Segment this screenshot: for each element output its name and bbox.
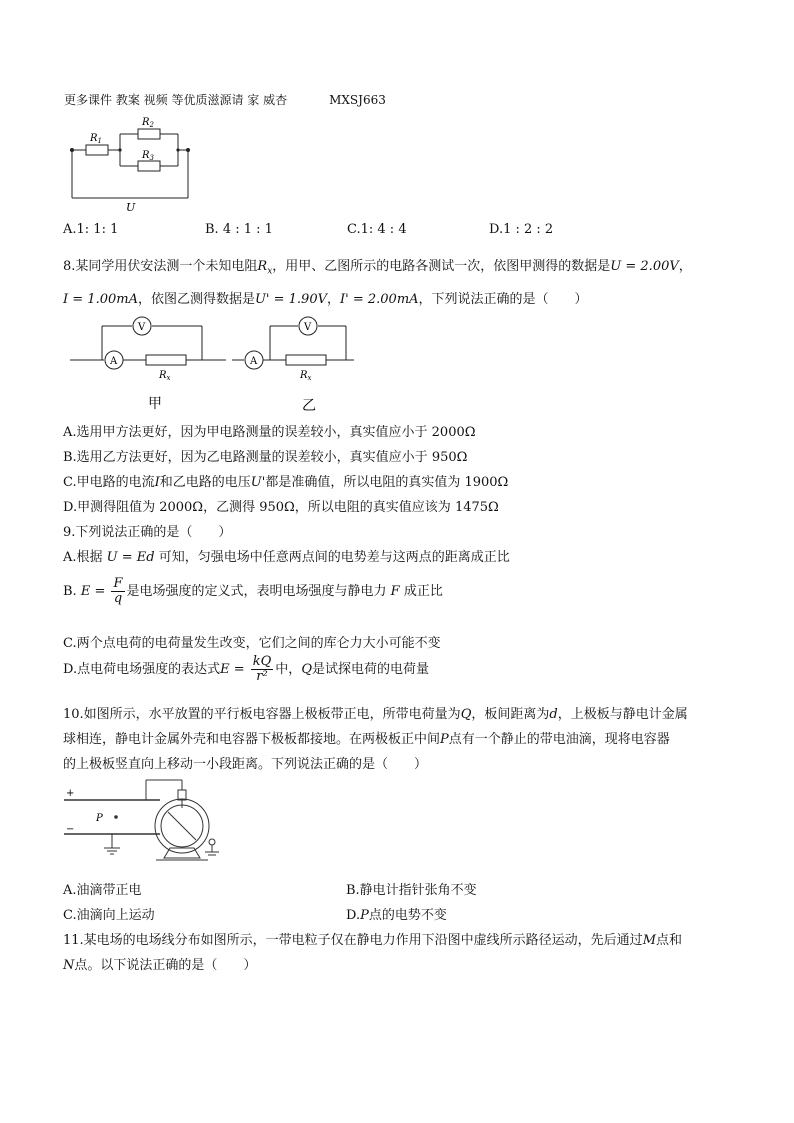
q10-stem-line2: 球相连，静电计金属外壳和电容器下极板都接地。在两极板正中间P点有一个静止的带电油滴，现将电容器	[63, 732, 670, 747]
label-jia: 甲	[148, 396, 162, 412]
fraction-kq-over-r2: $\frac{kQ}{\text{r²}}$	[252, 654, 272, 684]
q8-option-a[interactable]: A.选用甲方法更好，因为甲电路测量的误差较小，真实值应小于 2000Ω	[63, 425, 476, 440]
q7-option-c[interactable]: C.1: 4 : 4	[347, 222, 407, 237]
q7-option-d[interactable]: D.1 : 2 : 2	[489, 222, 554, 237]
q9-option-a[interactable]: A.根据 U = Ed 可知，匀强电场中任意两点间的电势差与这两点的距离成正比	[63, 550, 510, 565]
ammeter-yi: A	[250, 356, 258, 367]
q7-option-b[interactable]: B. 4 : 1 : 1	[205, 222, 273, 237]
header-text: 更多课件 教案 视频 等优质滋源请 家 威杏	[64, 93, 288, 107]
q10-option-a[interactable]: A.油滴带正电	[63, 883, 142, 898]
label-u: U	[126, 201, 136, 212]
header-code: MXSJ663	[329, 93, 386, 107]
q10-stem-line1: 10.如图所示，水平放置的平行板电容器上极板带正电，所带电荷量为Q，板间距离为d，上极板与静电计金属	[63, 707, 688, 722]
label-r1: $R_1$	[90, 133, 102, 145]
q7-options	[63, 222, 663, 237]
q8-option-c[interactable]: C.甲电路的电流I和乙电路的电压U'都是准确值，所以电阻的真实值为 1900Ω	[63, 475, 509, 490]
fraction-f-over-q: $\frac{F}{q}$	[113, 576, 123, 606]
minus-sign: −	[66, 824, 75, 835]
q8-stem-line2: I = 1.00mA，依图乙测得数据是U' = 1.90V，I' = 2.00mA，下列说法正确的是（ ）	[63, 292, 588, 307]
voltmeter-yi: V	[304, 322, 312, 333]
q8-circuit-diagrams	[66, 312, 366, 412]
q9-option-b[interactable]: B. E = $\frac{F}{q}$ 是电场强度的定义式，表明电场强度与静电力 F 成正比	[63, 576, 443, 606]
page-header	[64, 91, 386, 108]
q11-stem-line2: N点。以下说法正确的是（ ）	[63, 958, 257, 973]
plus-sign: +	[66, 788, 75, 799]
q10-option-b[interactable]: B.静电计指针张角不变	[346, 883, 477, 898]
label-r3: $R_3$	[142, 150, 154, 162]
q10-capacitor-diagram	[60, 774, 240, 868]
q11-stem-line1: 11.某电场的电场线分布如图所示，一带电粒子仅在静电力作用下沿图中虚线所示路径运动，先后通过M点和	[63, 933, 683, 948]
q8-stem-line1: 8.某同学用伏安法测一个未知电阻$R_x$，用甲、乙图所示的电路各测试一次，依图甲测得的数据是U = 2.00V，	[63, 259, 692, 277]
label-r2: $R_2$	[142, 117, 154, 129]
q10-option-c[interactable]: C.油滴向上运动	[63, 908, 155, 923]
q7-circuit-diagram	[66, 114, 196, 212]
q9-option-c[interactable]: C.两个点电荷的电荷量发生改变，它们之间的库仑力大小可能不变	[63, 636, 441, 651]
point-p-label: P	[96, 813, 103, 824]
q10-stem-line3: 的上极板竖直向上移动一小段距离。下列说法正确的是（ ）	[63, 757, 428, 772]
q8-option-b[interactable]: B.选用乙方法更好，因为乙电路测量的误差较小，真实值应小于 950Ω	[63, 450, 468, 465]
q10-option-d[interactable]: D.P点的电势不变	[346, 908, 447, 923]
q9-option-d[interactable]: D.点电荷电场强度的表达式E = $\frac{kQ}{\text{r²}}$ 中，Q是试探电荷的电荷量	[63, 654, 429, 684]
q9-stem: 9.下列说法正确的是（ ）	[63, 525, 232, 540]
rx-yi: $R_x$	[300, 370, 312, 382]
ammeter-jia: A	[110, 356, 118, 367]
q7-option-a[interactable]: A.1: 1: 1	[63, 222, 119, 237]
q8-option-d[interactable]: D.甲测得阻值为 2000Ω，乙测得 950Ω，所以电阻的真实值应该为 1475Ω	[63, 500, 499, 515]
label-yi: 乙	[302, 398, 316, 412]
voltmeter-jia: V	[138, 322, 146, 333]
rx-jia: $R_x$	[159, 370, 171, 382]
